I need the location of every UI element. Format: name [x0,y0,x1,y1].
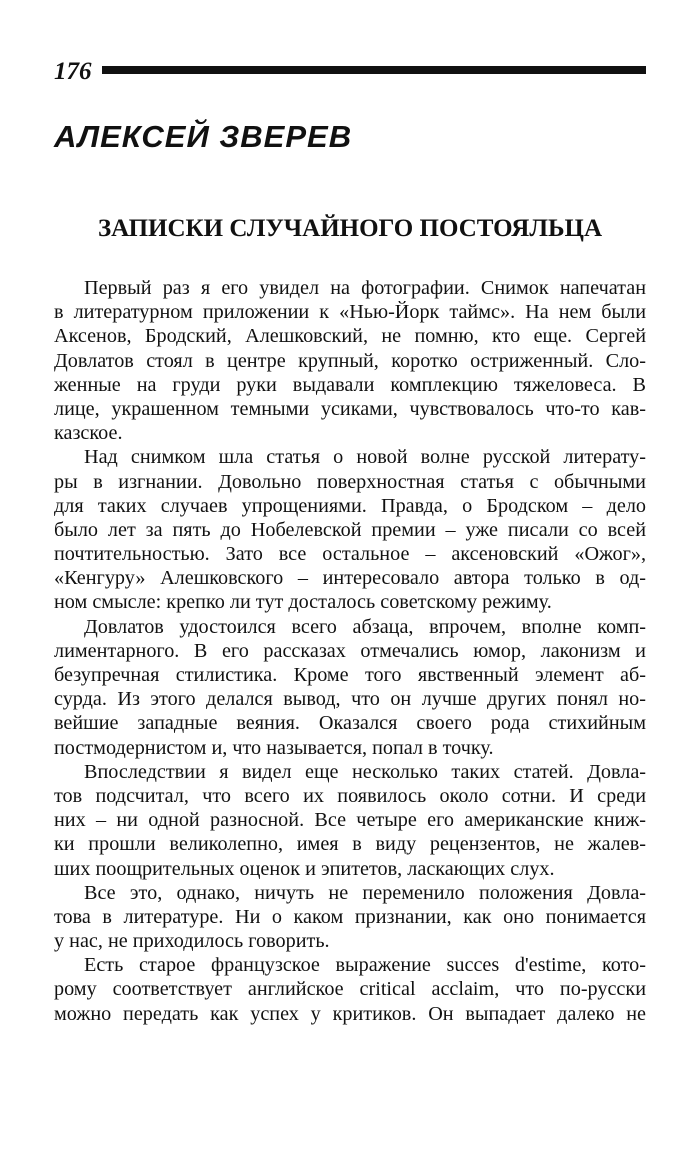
text-line: Впоследствии я видел еще несколько таких статей. Довла- [84,760,646,783]
text-line: женные на груди руки выдавали комплекцию тяжеловеса. В [54,373,646,396]
text-line: казское. [54,422,123,445]
paragraph [54,615,646,760]
text-line: ки прошли великолепно, имея в виду рецензентов, не жалев- [54,833,646,856]
text-line: това в литературе. Ни о каком признании, как оно понимается [54,905,646,928]
text-line: было лет за пять до Нобелевской премии – уже писали со всей [54,518,646,541]
text-line: тов подсчитал, что всего их появилось около сотни. И среди [54,784,646,807]
author-name: АЛЕКСЕЙ ЗВЕРЕВ [54,119,353,154]
text-line: «Кенгуру» Алешковского – интересовало автора только в од- [54,567,646,590]
text-line: лице, украшенном темными усиками, чувствовалось что-то кав- [54,397,646,420]
paragraph [54,760,646,881]
paragraph [54,881,646,954]
text-line: рому соответствует английское critical acclaim, что по-русски [54,978,646,1001]
text-line: ших поощрительных оценок и эпитетов, ласкающих слух. [54,857,555,880]
text-line: ры в изгнании. Довольно поверхностная статья с обычными [54,470,646,493]
text-line: них – ни одной разносной. Все четыре его американские книж- [54,809,646,832]
text-line: сурда. Из этого делался вывод, что он лучше других понял но- [54,688,646,711]
text-line: Над снимком шла статья о новой волне русской литерату- [84,446,646,469]
page-number: 176 [54,58,92,85]
text-line: у нас, не приходилось говорить. [54,930,330,953]
text-line: Аксенов, Бродский, Алешковский, не помню, кто еще. Сергей [54,325,646,348]
text-line: вейшие западные веяния. Оказался своего рода стихийным [54,712,646,735]
text-line: постмодернистом и, что называется, попал в точку. [54,736,494,759]
text-line: для таких случаев упрощениями. Правда, о Бродском – дело [54,494,646,517]
paragraph [54,445,646,614]
text-line: можно передать как успех у критиков. Он выпадает далеко не [54,1002,646,1025]
text-line: лиментарного. В его рассказах отмечались юмор, лаконизм и [54,639,646,662]
text-line: Есть старое французское выражение succes d'estime, кото- [84,954,646,977]
body-text [54,276,646,1026]
text-line: Довлатов удостоился всего абзаца, впрочем, вполне комп- [84,615,646,638]
essay-title: ЗАПИСКИ СЛУЧАЙНОГО ПОСТОЯЛЬЦА [97,215,603,242]
text-line: Довлатов стоял в центре крупный, коротко остриженный. Сло- [54,349,646,372]
text-line: безупречная стилистика. Кроме того явственный элемент аб- [54,664,646,686]
paragraph [54,953,646,1026]
text-line: ном смысле: крепко ли тут досталось советскому режиму. [54,591,552,614]
text-line: почтительностью. Зато все остальное – аксеновский «Ожог», [54,543,646,566]
header-rule [102,66,646,74]
paragraph [54,276,646,445]
text-line: Все это, однако, ничуть не переменило положения Довла- [84,881,646,904]
running-header [54,58,646,86]
text-line: Первый раз я его увидел на фотографии. Снимок напечатан [84,277,646,299]
text-line: в литературном приложении к «Нью-Йорк таймс». На нем были [54,301,646,324]
